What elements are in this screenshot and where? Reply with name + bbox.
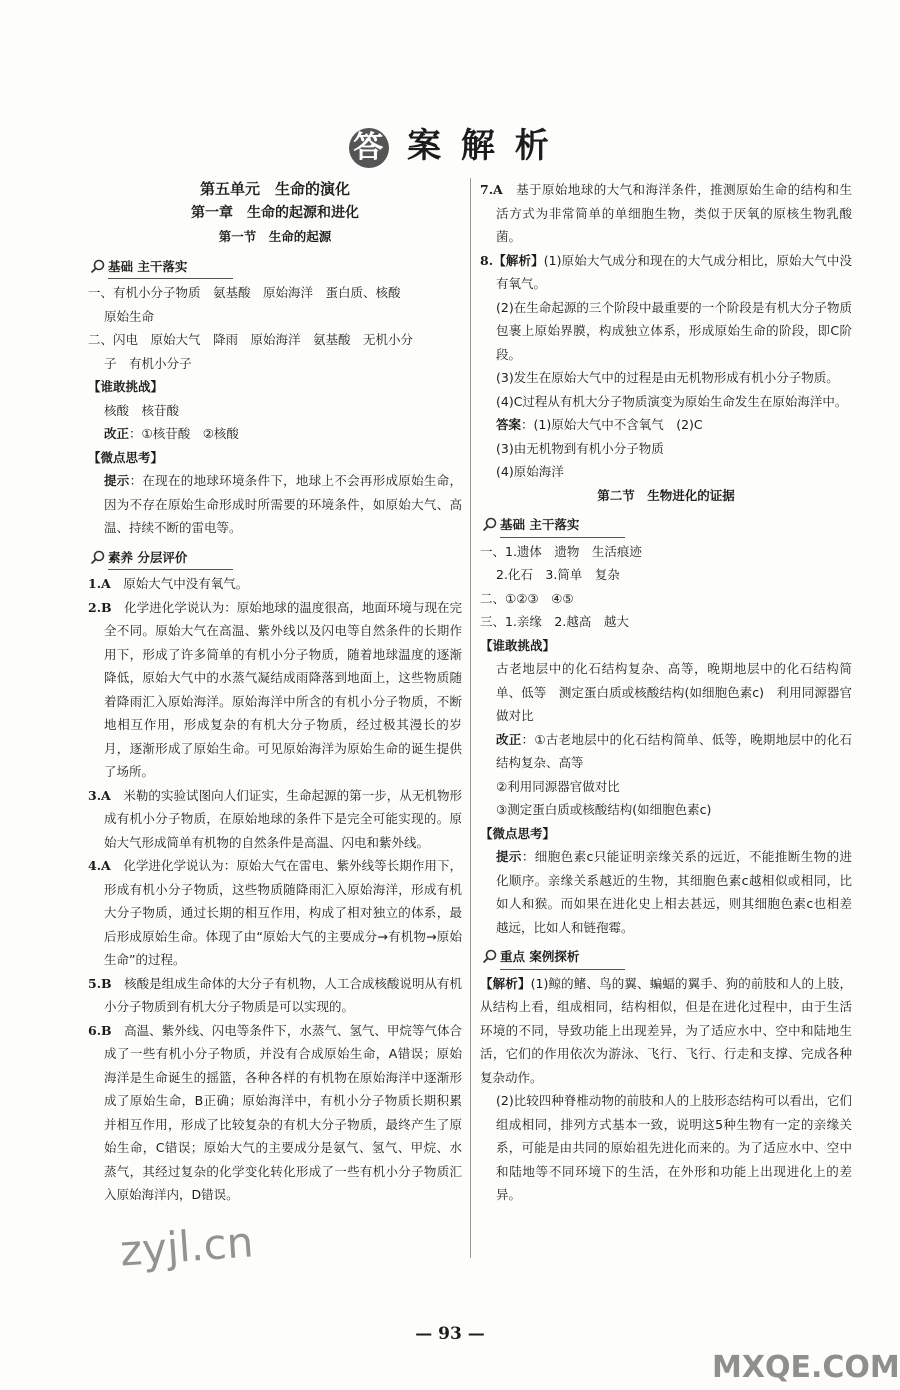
analysis-label: 【解析】 xyxy=(493,252,544,268)
title-char-3: 解 xyxy=(460,126,497,166)
answer-item xyxy=(88,596,462,784)
correction-label: 改正 xyxy=(104,426,130,441)
watermark-left: zyjl.cn xyxy=(118,1217,255,1276)
correction-text: ③测定蛋白质或核酸结构(如细胞色素c) xyxy=(496,802,712,817)
correction-label: 改正 xyxy=(496,731,522,747)
title-char-2: 案 xyxy=(407,126,444,166)
basic-line: 子 有机小分子 xyxy=(104,355,192,371)
section-header-label: 重点 案例探析 xyxy=(500,945,625,970)
answer-number: 1.A xyxy=(88,576,111,591)
correction-text: ：①古老地层中的化石结构简单、低等，晚期地层中的化石结构复杂、高等 xyxy=(496,731,852,770)
answer-key-text: ：(1)原始大气中不含氧气 (2)C xyxy=(521,417,703,432)
basic-line: 二、①②③ ④⑤ xyxy=(480,590,574,606)
basic-line: 二、闪电 原始大气 降雨 原始海洋 氨基酸 无机小分 xyxy=(88,332,414,347)
section-header-label: 基础 主干落实 xyxy=(108,255,233,280)
think-text xyxy=(88,469,462,540)
left-column xyxy=(88,178,462,1207)
answer-number: 5.B xyxy=(88,975,112,991)
section-title: 第一节 生命的起源 xyxy=(218,229,332,244)
magnifier-icon xyxy=(90,259,106,275)
answer-item xyxy=(88,972,462,1019)
basic-line: 一、有机小分子物质 氨基酸 原始海洋 蛋白质、核酸 xyxy=(88,285,401,300)
basic-line: 2.化石 3.简单 复杂 xyxy=(496,567,620,582)
section-header-label: 素养 分层评价 xyxy=(108,546,233,571)
challenge-correction xyxy=(480,728,852,775)
section-header-basic-2 xyxy=(480,513,852,538)
answer-key-label: 答案 xyxy=(496,417,522,432)
answer-number: 4.A xyxy=(88,858,111,873)
answer-text: (3)发生在原始大气中的过程是由无机物形成有机小分子物质。 xyxy=(496,370,839,385)
answer-item xyxy=(88,1019,462,1207)
answer-number: 2.B xyxy=(88,599,112,615)
hint-label: 提示 xyxy=(104,473,130,488)
magnifier-icon xyxy=(482,949,498,965)
analysis-label: 【解析】 xyxy=(480,975,531,991)
answer-text: (2)在生命起源的三个阶段中最重要的一个阶段是有机大分子物质包裹上原始界膜，构成独立体系，形成原始生命的阶段，即C阶段。 xyxy=(496,299,852,362)
challenge-label: 【谁敢挑战】 xyxy=(480,637,556,653)
think-label: 【微点思考】 xyxy=(88,449,164,465)
answer-text: 米勒的实验试图向人们证实，生命起源的第一步，从无机物形成有机小分子物质，在原始地球的条件下是完全可能实现的。原始大气形成简单有机物的自然条件是高温、闪电和紫外线。 xyxy=(104,787,462,850)
answer-number: 8. xyxy=(480,252,494,268)
section-header-eval xyxy=(88,546,462,571)
answer-text: (4)C过程从有机大分子物质演变为原始生命发生在原始海洋中。 xyxy=(496,393,848,409)
magnifier-icon xyxy=(90,550,106,566)
challenge-label: 【谁敢挑战】 xyxy=(88,379,164,394)
hint-text: ：在现在的地球环境条件下，地球上不会再形成原始生命，因为不存在原始生命形成时所需要的环境条件，如原始大气、高温、持续不断的雷电等。 xyxy=(104,473,462,535)
basic-line: 一、1.遗体 遗物 生活痕迹 xyxy=(480,543,642,559)
section2-title: 第二节 生物进化的证据 xyxy=(597,487,735,503)
answer-number: 7.A xyxy=(480,182,503,197)
right-column xyxy=(480,178,852,1207)
answer-text: 高温、紫外线、闪电等条件下，水蒸气、氢气、甲烷等气体合成了一些有机小分子物质，并没有合成原始生命，A错误；原始海洋是生命诞生的摇篮，各种各样的有机物在原始海洋中逐渐形成了原始生命，B正确；原始海洋中，有机小分子物质长期积累并相互作用，形成了比较复杂的有机大分子物质，最终产生了原始生命，C错误；原始大气的主要成分是氨气、氢气、甲烷、水蒸气，其经过复杂的化学变化转化形成了一些有机小分子物质汇入原始海洋内，D错误。 xyxy=(104,1022,462,1202)
unit-title: 第五单元 生命的演化 xyxy=(199,180,350,198)
answer-item xyxy=(88,784,462,855)
answer-text: 核酸是组成生命体的大分子有机物，人工合成核酸说明从有机小分子物质到有机大分子物质是可以实现的。 xyxy=(104,975,462,1014)
correction-text: ：①核苷酸 ②核酸 xyxy=(129,426,239,441)
title-char-1: 答 xyxy=(349,128,389,168)
page-title xyxy=(0,118,900,168)
answer-key xyxy=(480,413,852,437)
answer-text: 原始大气中没有氧气。 xyxy=(110,576,249,591)
section-header-basic xyxy=(88,255,462,280)
case-analysis xyxy=(480,972,852,1090)
answer-key-text: (3)由无机物到有机小分子物质 xyxy=(496,440,664,456)
chapter-title: 第一章 生命的起源和进化 xyxy=(191,204,359,221)
challenge-answer: 古老地层中的化石结构复杂、高等，晚期地层中的化石结构简单、低等 测定蛋白质或核酸结构(如细胞色素c) 利用同源器官做对比 xyxy=(496,661,852,723)
hint-text: ：细胞色素c只能证明亲缘关系的远近，不能推断生物的进化顺序。亲缘关系越近的生物，其细胞色素c越相似或相同，比如人和猴。而如果在进化史上相去甚远，则其细胞色素c也相差越远，比如人和链孢霉。 xyxy=(496,849,852,935)
hint-label: 提示 xyxy=(496,849,522,864)
answer-text: 基于原始地球的大气和海洋条件，推测原始生命的结构和生活方式为非常简单的单细胞生物，类似于厌氧的原核生物乳酸菌。 xyxy=(496,182,852,244)
answer-number: 3.A xyxy=(88,787,111,803)
case-text: (1)鲸的鳍、鸟的翼、蝙蝠的翼手、狗的前肢和人的上肢，从结构上看，组成相同，结构相似，但是在进化过程中，由于生活环境的不同，导致功能上出现差异，为了适应水中、空中和陆地生活，它们的作用依次为游泳、飞行、飞行、行走和支撑、完成各种复杂动作。 xyxy=(480,975,852,1085)
section-header-label: 基础 主干落实 xyxy=(500,513,625,538)
magnifier-icon xyxy=(482,517,498,533)
page-number: — 93 — xyxy=(415,1324,485,1344)
section-header-case xyxy=(480,945,852,970)
challenge-correction xyxy=(88,422,462,446)
answer-item xyxy=(480,178,852,249)
challenge-answer: 核酸 核苷酸 xyxy=(104,402,180,418)
answer-text: 化学进化学说认为：原始大气在雷电、紫外线等长期作用下，形成有机小分子物质，这些物质随降雨汇入原始海洋，形成有机大分子物质，通过长期的相互作用，构成了相对独立的体系，最后形成原始生命。体现了由“原始大气的主要成分→有机物→原始生命”的过程。 xyxy=(104,858,462,967)
answer-text: (1)原始大气成分和现在的大气成分相比，原始大气中没有氧气。 xyxy=(496,252,852,291)
answer-number: 6.B xyxy=(88,1022,112,1038)
answer-text: 化学进化学说认为：原始地球的温度很高，地面环境与现在完全不同。原始大气在高温、紫外线以及闪电等自然条件的长期作用下，形成了许多简单的有机小分子物质，随着地球温度的逐渐降低，原始大气中的水蒸气凝结成雨降落到地面上，这些物质随着降雨汇入原始海洋。原始海洋中所含的有机小分子物质，不断地相互作用，形成复杂的有机大分子物质，经过极其漫长的岁月，逐渐形成了原始生命。可见原始海洋为原始生命的诞生提供了场所。 xyxy=(104,599,462,779)
answer-item xyxy=(480,249,852,296)
basic-line: 原始生命 xyxy=(104,308,155,324)
title-char-4: 析 xyxy=(514,126,551,166)
think-label: 【微点思考】 xyxy=(480,825,556,841)
correction-text: ②利用同源器官做对比 xyxy=(496,778,620,794)
answer-item xyxy=(88,854,462,972)
answer-key-text: (4)原始海洋 xyxy=(496,464,564,479)
answer-item xyxy=(88,572,462,596)
case-text: (2)比较四种脊椎动物的前肢和人的上肢形态结构可以看出，它们组成相同，排列方式基本一致，说明这5种生物有一定的亲缘关系，可能是由共同的原始祖先进化而来的。为了适应水中、空中和陆地等不同环境下的生活，在外形和功能上出现进化上的差异。 xyxy=(496,1093,852,1202)
think-text xyxy=(480,845,852,939)
watermark-right: MXQE.COM xyxy=(712,1350,900,1385)
basic-line: 三、1.亲缘 2.越高 越大 xyxy=(480,614,629,629)
